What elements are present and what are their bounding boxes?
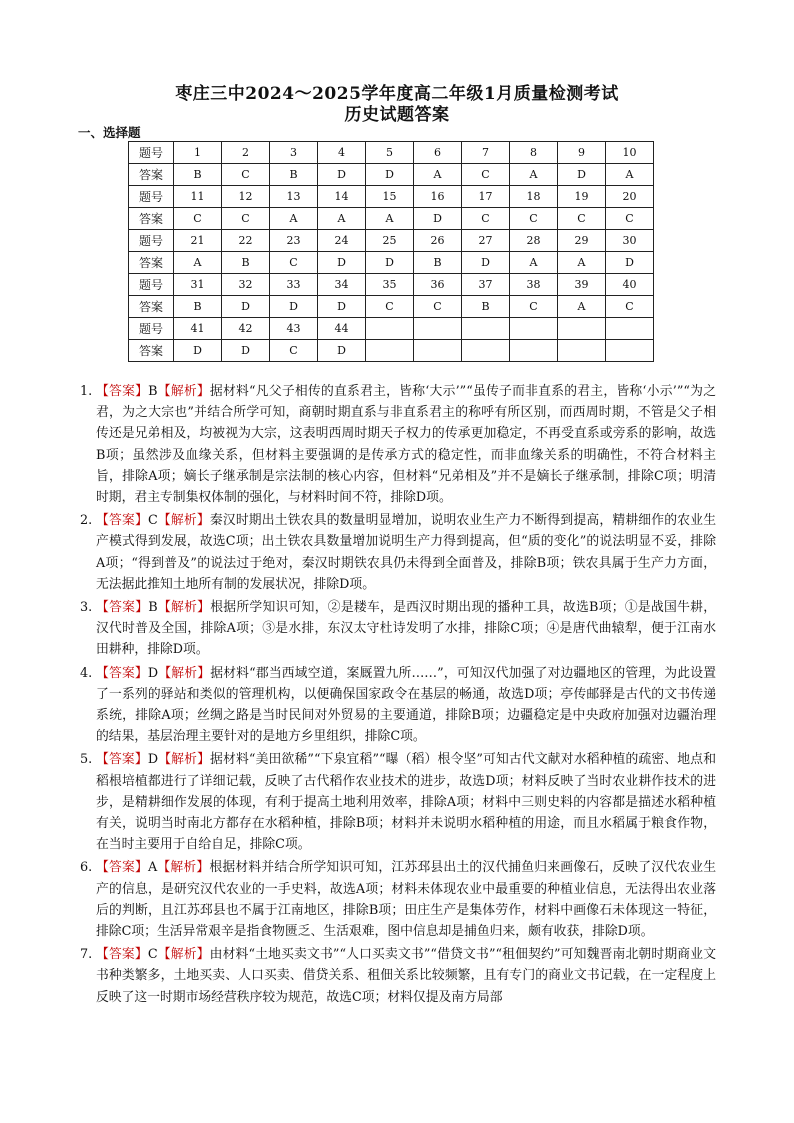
analysis-text: 根据材料并结合所学知识可知，江苏邳县出土的汉代捕鱼归来画像石，反映了汉代农业生产的信息，是研究汉代农业的一手史料，故选A项；材料未体现农业中最重要的种植业信息，无法得出农业落后的判断，且江苏邳县也不属于江南地区，排除B项；田庄生产是集体劳作，材料中画像石未体现这一特征，排除C项；生活异常艰辛是指食物匮乏、生活艰难，图中信息却是捕鱼归来，颇有收获，排除D项。 — [96, 860, 717, 940]
table-cell: B — [222, 252, 270, 274]
table-cell: 5 — [366, 142, 414, 164]
table-cell: D — [558, 164, 606, 186]
explanation-item — [80, 944, 716, 1008]
table-cell: 34 — [318, 274, 366, 296]
table-row — [129, 318, 654, 340]
table-cell: D — [318, 252, 366, 274]
table-cell: D — [222, 340, 270, 362]
table-cell: A — [558, 252, 606, 274]
table-cell — [462, 340, 510, 362]
table-cell: D — [318, 296, 366, 318]
table-cell: 8 — [510, 142, 558, 164]
item-body — [96, 510, 716, 595]
analysis-tag: 【解析】 — [157, 600, 211, 616]
table-row — [129, 340, 654, 362]
table-cell: 43 — [270, 318, 318, 340]
table-cell: D — [318, 164, 366, 186]
table-cell: C — [366, 296, 414, 318]
table-cell: 38 — [510, 274, 558, 296]
explanations — [80, 381, 716, 1010]
item-number: 7. — [80, 947, 93, 963]
table-cell: 19 — [558, 186, 606, 208]
table-cell: C — [510, 296, 558, 318]
table-cell: 29 — [558, 230, 606, 252]
table-cell: C — [462, 164, 510, 186]
table-cell — [462, 318, 510, 340]
item-body — [96, 857, 716, 942]
table-cell: 23 — [270, 230, 318, 252]
answer-letter: A — [147, 860, 158, 876]
table-cell: 20 — [606, 186, 654, 208]
table-cell: A — [174, 252, 222, 274]
analysis-tag: 【解析】 — [157, 384, 210, 399]
explanation-item — [80, 749, 716, 855]
explanation-item — [80, 663, 716, 748]
table-cell: A — [414, 164, 462, 186]
item-number: 1. — [80, 384, 93, 399]
table-cell: 40 — [606, 274, 654, 296]
table-cell: A — [318, 208, 366, 230]
table-cell — [414, 340, 462, 362]
table-cell — [510, 340, 558, 362]
table-cell: D — [366, 252, 414, 274]
item-number: 6. — [80, 860, 93, 876]
table-cell: 17 — [462, 186, 510, 208]
item-number: 4. — [80, 665, 93, 681]
table-row — [129, 252, 654, 274]
table-cell — [510, 318, 558, 340]
table-cell: C — [414, 296, 462, 318]
table-cell: C — [270, 252, 318, 274]
table-cell — [414, 318, 462, 340]
table-cell: 26 — [414, 230, 462, 252]
table-cell: 32 — [222, 274, 270, 296]
analysis-text: 根据所学知识可知，②是耧车，是西汉时期出现的播种工具，故选B项；①是战国牛耕，汉代时普及全国，排除A项；③是水排，东汉太守杜诗发明了水排，排除C项；④是唐代曲辕犁，便于江南水田耕种，排除D项。 — [96, 600, 717, 658]
table-cell: 36 — [414, 274, 462, 296]
table-cell: C — [270, 340, 318, 362]
answer-tag: 【答案】 — [96, 665, 148, 681]
row-header: 答案 — [129, 340, 174, 362]
table-cell: 15 — [366, 186, 414, 208]
answer-tag: 【答案】 — [96, 600, 149, 616]
answer-tag: 【答案】 — [96, 384, 149, 399]
item-number: 2. — [80, 513, 93, 529]
explanation-item — [80, 857, 716, 942]
answer-letter: D — [147, 665, 159, 681]
table-cell: B — [414, 252, 462, 274]
table-row — [129, 296, 654, 318]
table-cell: 21 — [174, 230, 222, 252]
table-cell: 18 — [510, 186, 558, 208]
analysis-tag: 【解析】 — [157, 860, 210, 876]
explanation-item — [80, 510, 716, 595]
table-cell: 7 — [462, 142, 510, 164]
table-cell: 16 — [414, 186, 462, 208]
table-cell: D — [318, 340, 366, 362]
table-cell: C — [558, 208, 606, 230]
table-cell: 25 — [366, 230, 414, 252]
answer-letter: D — [147, 752, 159, 768]
table-cell: A — [270, 208, 318, 230]
answer-tag: 【答案】 — [96, 860, 148, 876]
table-cell: A — [606, 164, 654, 186]
table-cell: A — [510, 164, 558, 186]
table-cell: 11 — [174, 186, 222, 208]
table-cell: D — [606, 252, 654, 274]
table-cell: C — [462, 208, 510, 230]
table-cell: 35 — [366, 274, 414, 296]
table-cell: 10 — [606, 142, 654, 164]
row-header: 题号 — [129, 186, 174, 208]
row-header: 答案 — [129, 296, 174, 318]
table-cell: B — [462, 296, 510, 318]
row-header: 题号 — [129, 274, 174, 296]
answer-letter: B — [148, 600, 158, 616]
row-header: 答案 — [129, 164, 174, 186]
table-cell: 28 — [510, 230, 558, 252]
table-cell: D — [414, 208, 462, 230]
table-cell: 24 — [318, 230, 366, 252]
row-header: 答案 — [129, 208, 174, 230]
table-row — [129, 186, 654, 208]
table-cell: 44 — [318, 318, 366, 340]
row-header: 题号 — [129, 142, 174, 164]
table-row — [129, 274, 654, 296]
table-cell: 4 — [318, 142, 366, 164]
table-cell: 3 — [270, 142, 318, 164]
table-cell: C — [222, 208, 270, 230]
row-header: 题号 — [129, 318, 174, 340]
table-cell: 13 — [270, 186, 318, 208]
analysis-text: 据材料“郡当西域空道，案厩置九所……”，可知汉代加强了对边疆地区的管理，为此设置了一系列的驿站和类似的管理机构，以便确保国家政令在基层的畅通，故选D项；亭传邮驿是古代的文书传递系统，排除A项；丝绸之路是当时民间对外贸易的主要通道，排除B项；边疆稳定是中央政府加强对边疆治理的结果，基层治理主要针对的是地方乡里组织，排除C项。 — [96, 665, 717, 745]
table-cell — [366, 318, 414, 340]
analysis-tag: 【解析】 — [158, 752, 211, 768]
analysis-text: 秦汉时期出土铁农具的数量明显增加，说明农业生产力不断得到提高，精耕细作的农业生产模式得到发展，故选C项；出土铁农具数量增加说明生产力得到提高，但“质的变化”的说法明显不妥，排除A项；“得到普及”的说法过于绝对，秦汉时期铁农具仍未得到全面普及，排除B项；铁农具属于生产力方面，无法据此推知土地所有制的发展状况，排除D项。 — [96, 513, 717, 592]
row-header: 题号 — [129, 230, 174, 252]
item-body — [96, 749, 716, 855]
table-cell: 37 — [462, 274, 510, 296]
item-number: 5. — [80, 752, 93, 768]
answer-tag: 【答案】 — [96, 947, 148, 963]
table-row — [129, 142, 654, 164]
table-cell: 2 — [222, 142, 270, 164]
table-cell: C — [174, 208, 222, 230]
table-cell: 12 — [222, 186, 270, 208]
table-cell: C — [510, 208, 558, 230]
table-cell: 1 — [174, 142, 222, 164]
table-cell — [606, 318, 654, 340]
table-row — [129, 164, 654, 186]
table-cell: A — [558, 296, 606, 318]
explanation-item — [80, 381, 716, 508]
table-cell: 22 — [222, 230, 270, 252]
table-cell — [366, 340, 414, 362]
item-body — [96, 663, 716, 748]
answer-letter: C — [147, 947, 158, 963]
table-cell: A — [510, 252, 558, 274]
analysis-tag: 【解析】 — [158, 665, 211, 681]
answer-tag: 【答案】 — [96, 513, 148, 529]
table-cell: B — [174, 296, 222, 318]
table-cell: D — [222, 296, 270, 318]
section-heading: 一、选择题 — [78, 125, 141, 140]
table-cell — [558, 340, 606, 362]
table-cell: B — [174, 164, 222, 186]
answer-tag: 【答案】 — [96, 752, 148, 768]
table-cell: 41 — [174, 318, 222, 340]
table-cell: B — [270, 164, 318, 186]
table-row — [129, 208, 654, 230]
answer-letter: C — [147, 513, 158, 529]
table-row — [129, 230, 654, 252]
item-body — [96, 597, 716, 661]
table-cell: D — [270, 296, 318, 318]
table-cell: D — [174, 340, 222, 362]
table-cell: D — [462, 252, 510, 274]
table-cell: 27 — [462, 230, 510, 252]
item-body — [96, 381, 716, 508]
table-cell — [606, 340, 654, 362]
answer-table — [128, 141, 654, 362]
explanation-item — [80, 597, 716, 661]
table-cell: C — [606, 208, 654, 230]
table-cell — [558, 318, 606, 340]
table-cell: C — [606, 296, 654, 318]
table-cell: A — [366, 208, 414, 230]
table-cell: 14 — [318, 186, 366, 208]
table-cell: 42 — [222, 318, 270, 340]
analysis-tag: 【解析】 — [157, 947, 210, 963]
table-cell: C — [222, 164, 270, 186]
analysis-text: 据材料“凡父子相传的直系君主，皆称‘大示’”“虽传子而非直系的君主，皆称‘小示’”“为之君，为之大宗也”并结合所学可知，商朝时期直系与非直系君主的称呼有所区别，而西周时期，不管是父子相传还是兄弟相及，均被视为大宗，这表明西周时期天子权力的传承更加稳定，不再受直系或旁系的影响，故选B项；虽然涉及血缘关系，但材料主要强调的是传承方式的稳定性，而非血缘关系的明确性，不符合材料主旨，排除A项；嫡长子继承制是宗法制的核心内容，但材料“兄弟相及”并不是嫡长子继承制，排除C项；明清时期，君主专制集权体制的强化，与材料时间不符，排除D项。 — [96, 384, 717, 506]
analysis-text: 据材料“美田欲稀”“下泉宜稻”“曝（稻）根令坚”可知古代文献对水稻种植的疏密、地点和稻根培植都进行了详细记载，反映了古代稻作农业技术的进步，故选D项；材料反映了当时农业耕作技术的进步，是精耕细作发展的体现，有利于提高土地利用效率，排除A项；材料中三则史料的内容都是描述水稻种植有关，说明当时南北方都存在水稻种植，排除B项；材料并未说明水稻种植的用途，而且水稻属于粮食作物，在当时主要用于自给自足，排除C项。 — [96, 752, 717, 853]
table-cell: D — [366, 164, 414, 186]
table-cell: 39 — [558, 274, 606, 296]
table-cell: 30 — [606, 230, 654, 252]
item-number: 3. — [80, 600, 93, 616]
table-cell: 31 — [174, 274, 222, 296]
analysis-text: 由材料“土地买卖文书”“人口买卖文书”“借贷文书”“租佃契约”可知魏晋南北朝时期商业文书种类繁多，土地买卖、人口买卖、借贷关系、租佃关系比较频繁，且有专门的商业文书记载，在一定程度上反映了这一时期市场经营秩序较为规范，故选C项；材料仅提及南方局部 — [96, 947, 717, 1005]
row-header: 答案 — [129, 252, 174, 274]
table-cell: 6 — [414, 142, 462, 164]
document-subtitle: 历史试题答案 — [344, 105, 450, 125]
answer-letter: B — [148, 384, 158, 399]
table-cell: 33 — [270, 274, 318, 296]
table-cell: 9 — [558, 142, 606, 164]
analysis-tag: 【解析】 — [157, 513, 210, 529]
document-title: 枣庄三中2024～2025学年度高二年级1月质量检测考试 — [175, 84, 619, 104]
item-body — [96, 944, 716, 1008]
